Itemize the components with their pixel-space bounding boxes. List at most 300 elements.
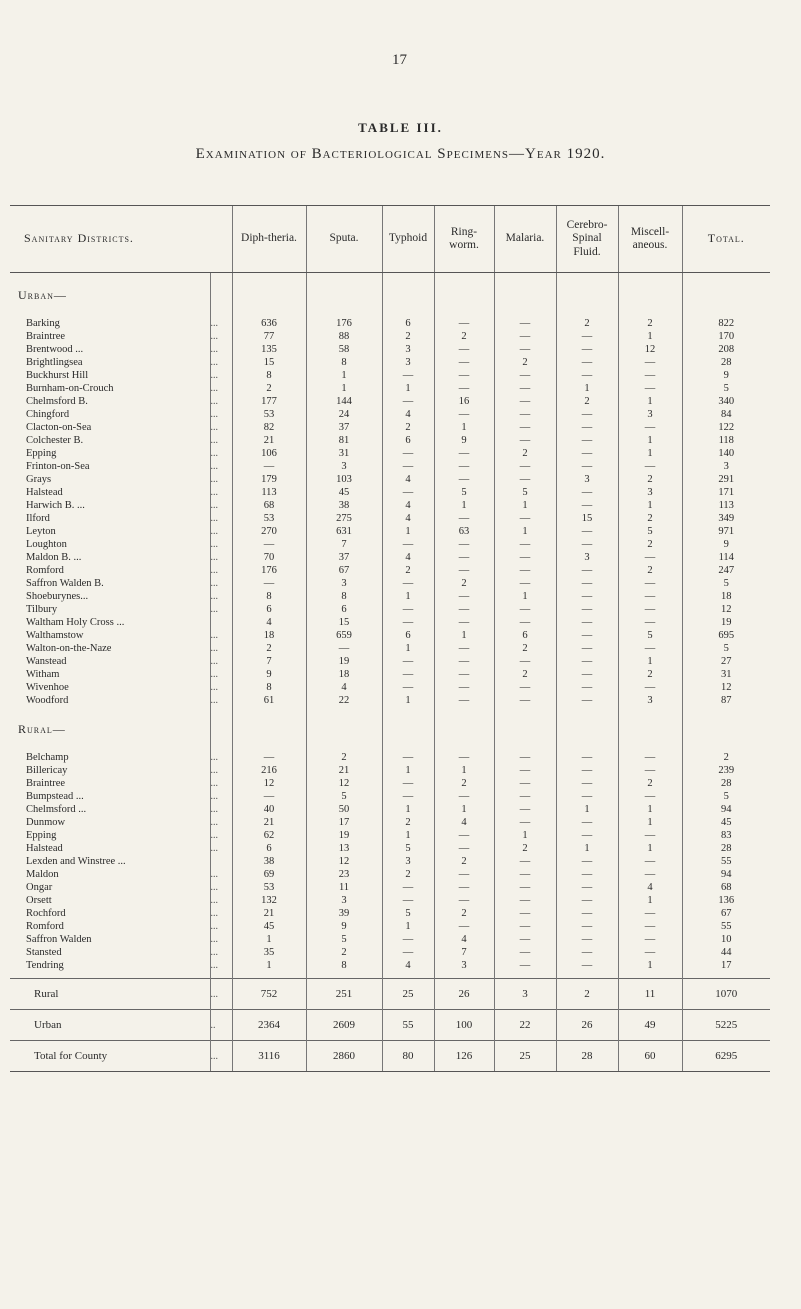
table-cell: — [556,790,618,803]
table-row [10,369,770,382]
table-cell: 67 [682,907,770,920]
table-cell: 53 [232,881,306,894]
table-cell: 2 [434,855,494,868]
leader-dots: ... [210,642,232,655]
table-cell: 80 [382,1041,434,1072]
leader-dots: ... [210,668,232,681]
table-cell: 94 [682,868,770,881]
table-cell: 24 [306,408,382,421]
leader-dots: ... [210,473,232,486]
table-cell: — [494,577,556,590]
district-name: Halstead [26,843,63,854]
table-cell: 3 [382,356,434,369]
table-cell: 4 [382,512,434,525]
table-cell: — [556,538,618,551]
table-row [10,764,770,777]
table-cell [232,707,306,751]
table-cell: 26 [434,979,494,1010]
leader-dots: ... [210,1041,232,1072]
table-cell: 1 [556,382,618,395]
table-cell: 50 [306,803,382,816]
table-cell: 340 [682,395,770,408]
table-cell: 1 [556,842,618,855]
table-cell: 5 [434,486,494,499]
table-cell: 3 [306,894,382,907]
district-name: Woodford [26,695,69,706]
table-cell: — [382,486,434,499]
table-cell: — [494,959,556,972]
leader-dots: .. [210,1010,232,1041]
table-row [10,751,770,764]
table-cell: — [494,777,556,790]
table-cell: — [556,816,618,829]
table-cell [382,707,434,751]
district-name: Witham [26,669,60,680]
table-cell: — [618,764,682,777]
table-cell: 2 [618,473,682,486]
table-cell: 1 [382,642,434,655]
district-name: Brentwood ... [26,344,84,355]
table-cell: 23 [306,868,382,881]
column-header: Miscell-aneous. [618,206,682,273]
table-cell: 55 [682,855,770,868]
table-cell: 69 [232,868,306,881]
urban-section-heading [10,273,770,318]
district-name: Frinton-on-Sea [26,461,90,472]
table-cell: 1 [618,959,682,972]
table-row [10,564,770,577]
table-row [10,460,770,473]
table-cell: — [556,356,618,369]
table-cell: — [556,933,618,946]
table-cell: — [556,959,618,972]
table-cell: 21 [232,434,306,447]
table-cell: — [494,343,556,356]
table-cell: 12 [682,603,770,616]
table-cell: 8 [232,590,306,603]
table-cell: 822 [682,317,770,330]
leader-dots: ... [210,751,232,764]
table-cell: — [556,920,618,933]
table-cell: 1 [382,382,434,395]
leader-dots: ... [210,629,232,642]
table-cell: 9 [232,668,306,681]
table-cell: 44 [682,946,770,959]
table-cell [618,273,682,318]
table-cell: 68 [232,499,306,512]
column-header: Sputa. [306,206,382,273]
table-cell: — [494,751,556,764]
table-cell: 60 [618,1041,682,1072]
table-cell: 2 [434,577,494,590]
table-cell: 1 [618,894,682,907]
table-cell: — [494,803,556,816]
district-name: Barking [26,318,60,329]
table-cell: — [232,751,306,764]
table-cell: 45 [682,816,770,829]
table-cell: 3 [382,855,434,868]
table-cell: — [556,603,618,616]
table-cell: — [556,946,618,959]
table-cell: 2 [556,395,618,408]
table-row [10,881,770,894]
table-cell: 8 [306,959,382,972]
district-name: Wanstead [26,656,67,667]
table-cell: 31 [306,447,382,460]
district-name: Chingford [26,409,70,420]
table-cell: — [618,790,682,803]
table-cell: 1 [306,382,382,395]
table-cell: — [618,642,682,655]
table-cell: — [556,525,618,538]
table-cell: 3 [556,551,618,564]
table-cell: 9 [682,538,770,551]
table-cell: 1 [618,447,682,460]
table-row [10,855,770,868]
table-cell: 84 [682,408,770,421]
table-cell: 82 [232,421,306,434]
leader-dots: ... [210,790,232,803]
table-cell [382,273,434,318]
table-cell: 22 [494,1010,556,1041]
table-cell: — [494,946,556,959]
table-cell: — [556,447,618,460]
table-cell: 1 [494,525,556,538]
table-cell: 12 [618,343,682,356]
table-cell: — [556,499,618,512]
table-cell: — [618,907,682,920]
table-cell: 2 [618,777,682,790]
table-cell: — [556,764,618,777]
table-cell: 1 [494,590,556,603]
table-cell: — [382,395,434,408]
table-cell: 17 [306,816,382,829]
table-cell: 132 [232,894,306,907]
table-cell: 208 [682,343,770,356]
table-cell: 15 [232,356,306,369]
table-cell: 6 [232,603,306,616]
table-cell: — [382,538,434,551]
table-row [10,525,770,538]
district-name: Total for County [10,1041,210,1072]
table-cell: — [494,538,556,551]
table-cell: — [494,408,556,421]
table-cell: — [434,551,494,564]
district-name: Shoeburynes... [26,591,89,602]
table-cell: 55 [682,920,770,933]
table-cell: 5225 [682,1010,770,1041]
table-cell: 349 [682,512,770,525]
leader-dots: ... [210,946,232,959]
table-cell: 77 [232,330,306,343]
district-name: Halstead [26,487,63,498]
table-cell: 4 [434,933,494,946]
table-cell: — [494,933,556,946]
table-cell: 19 [682,616,770,629]
column-header: Typhoid [382,206,434,273]
leader-dots: ... [210,512,232,525]
table-cell: 12 [682,681,770,694]
table-cell: — [382,447,434,460]
table-cell: 1 [618,499,682,512]
table-row [10,317,770,330]
table-cell: — [618,751,682,764]
district-name: Rural [10,979,210,1010]
table-cell: — [232,577,306,590]
table-cell: — [556,564,618,577]
table-cell: 5 [306,933,382,946]
leader-dots: ... [210,577,232,590]
table-cell: — [556,330,618,343]
table-row [10,486,770,499]
leader-dots: ... [210,499,232,512]
table-cell: 88 [306,330,382,343]
table-cell: 103 [306,473,382,486]
table-cell: 2 [306,946,382,959]
table-row [10,473,770,486]
table-row [10,382,770,395]
table-cell: 179 [232,473,306,486]
table-cell: 5 [306,790,382,803]
table-cell: — [556,460,618,473]
table-cell: — [494,434,556,447]
table-cell: 6295 [682,1041,770,1072]
summary-row [10,1041,770,1072]
table-cell: — [556,881,618,894]
table-cell: 1 [618,330,682,343]
table-row [10,551,770,564]
district-name: Chelmsford B. [26,396,88,407]
table-row [10,920,770,933]
section-heading: Urban— [18,287,67,302]
table-cell: — [434,343,494,356]
district-name: Loughton [26,539,67,550]
leader-dots: ... [210,369,232,382]
table-cell: — [232,460,306,473]
table-cell: 12 [306,855,382,868]
table-cell: 291 [682,473,770,486]
bacteriological-table [10,205,770,1072]
table-cell: 2 [434,777,494,790]
table-cell: 1 [618,395,682,408]
table-row [10,907,770,920]
table-cell: 106 [232,447,306,460]
table-cell: 2609 [306,1010,382,1041]
leader-dots: ... [210,920,232,933]
table-cell: 7 [306,538,382,551]
district-name: Braintree [26,778,66,789]
table-cell: 971 [682,525,770,538]
table-cell: 176 [306,317,382,330]
district-name: Lexden and Winstree ... [26,856,126,867]
table-cell: 8 [306,356,382,369]
table-cell: 9 [682,369,770,382]
table-cell: 2 [682,751,770,764]
leader-dots: ... [210,681,232,694]
table-cell: — [618,577,682,590]
table-cell: — [434,603,494,616]
table-cell: 6 [494,629,556,642]
table-cell: 6 [382,317,434,330]
summary-row [10,979,770,1010]
leader-dots: ... [210,816,232,829]
district-name: Tilbury [26,604,58,615]
leader-dots: ... [210,395,232,408]
table-cell: 251 [306,979,382,1010]
table-cell: 2 [618,668,682,681]
district-name: Maldon [26,869,59,880]
table-cell: — [494,764,556,777]
table-cell: — [232,790,306,803]
table-cell: — [494,564,556,577]
table-cell: — [556,907,618,920]
table-cell: — [382,655,434,668]
table-cell: — [382,616,434,629]
table-cell: 3 [556,473,618,486]
summary-row [10,1010,770,1041]
leader-dots [210,616,232,629]
district-name: Billericay [26,765,68,776]
table-cell: 2860 [306,1041,382,1072]
table-cell: 31 [682,668,770,681]
table-cell: 26 [556,1010,618,1041]
table-cell: 1 [382,920,434,933]
leader-dots: ... [210,868,232,881]
district-name: Burnham-on-Crouch [26,383,114,394]
table-cell: — [556,694,618,707]
table-cell: 68 [682,881,770,894]
table-cell: — [494,881,556,894]
table-cell: — [556,343,618,356]
table-cell: 58 [306,343,382,356]
table-cell: 1 [434,421,494,434]
table-cell: 61 [232,694,306,707]
table-row [10,434,770,447]
table-cell: — [434,564,494,577]
column-header: Sanitary Districts. [10,206,232,273]
table-cell: 1 [232,959,306,972]
table-cell: 21 [232,816,306,829]
table-cell: 4 [306,681,382,694]
table-cell: — [618,920,682,933]
column-header: Total. [682,206,770,273]
table-cell: — [434,655,494,668]
table-cell: 1 [382,803,434,816]
table-cell: 12 [232,777,306,790]
table-cell: — [556,655,618,668]
table-cell: — [494,382,556,395]
column-header: Cerebro-Spinal Fluid. [556,206,618,273]
table-cell: 1070 [682,979,770,1010]
leader-dots: ... [210,655,232,668]
table-cell: 113 [682,499,770,512]
district-name: Ongar [26,882,53,893]
table-cell: 6 [306,603,382,616]
table-cell: 45 [306,486,382,499]
table-cell: 4 [382,408,434,421]
leader-dots: ... [210,317,232,330]
table-cell: — [618,356,682,369]
leader-dots: ... [210,979,232,1010]
table-cell: — [382,369,434,382]
table-cell: — [556,868,618,881]
leader-dots: ... [210,356,232,369]
table-cell: — [494,317,556,330]
table-cell: — [494,395,556,408]
table-cell: 3 [306,460,382,473]
table-cell: 7 [434,946,494,959]
table-cell [494,273,556,318]
leader-dots: ... [210,330,232,343]
leader-dots: ... [210,382,232,395]
district-name: Ilford [26,513,50,524]
table-cell: — [434,369,494,382]
table-cell: 63 [434,525,494,538]
table-cell: — [434,920,494,933]
district-name: Brightlingsea [26,357,83,368]
table-row [10,499,770,512]
table-cell: 11 [618,979,682,1010]
district-name: Urban [10,1010,210,1041]
table-cell: 4 [382,499,434,512]
table-cell [556,707,618,751]
table-cell [556,273,618,318]
table-cell: — [618,551,682,564]
leader-dots: ... [210,551,232,564]
section-heading: Rural— [18,721,66,736]
table-cell: 631 [306,525,382,538]
table-cell: — [434,842,494,855]
table-row [10,512,770,525]
district-name: Romford [26,565,64,576]
table-cell: 62 [232,829,306,842]
leader-dots: ... [210,447,232,460]
table-cell: 1 [434,629,494,642]
table-cell: — [556,777,618,790]
table-cell: 87 [682,694,770,707]
table-cell: — [556,629,618,642]
table-cell: 1 [382,764,434,777]
table-row [10,343,770,356]
header-row [10,206,770,273]
table-cell: 35 [232,946,306,959]
table-cell [232,273,306,318]
table-row [10,829,770,842]
table-row [10,668,770,681]
table-cell: 247 [682,564,770,577]
table-cell: 17 [682,959,770,972]
table-cell: — [382,777,434,790]
table-cell: — [494,790,556,803]
table-cell: — [494,473,556,486]
table-cell: 3 [494,979,556,1010]
district-name: Walthamstow [26,630,84,641]
table-cell: — [494,603,556,616]
table-cell: 176 [232,564,306,577]
table-cell: 2 [618,538,682,551]
table-cell: 4 [382,473,434,486]
table-cell: — [382,946,434,959]
district-name: Romford [26,921,64,932]
table-cell: — [494,369,556,382]
table-cell: — [618,382,682,395]
table-cell [306,707,382,751]
table-cell: — [494,616,556,629]
table-cell: 2 [494,642,556,655]
table-cell: 1 [618,816,682,829]
table-cell: — [382,894,434,907]
leader-dots: ... [210,486,232,499]
